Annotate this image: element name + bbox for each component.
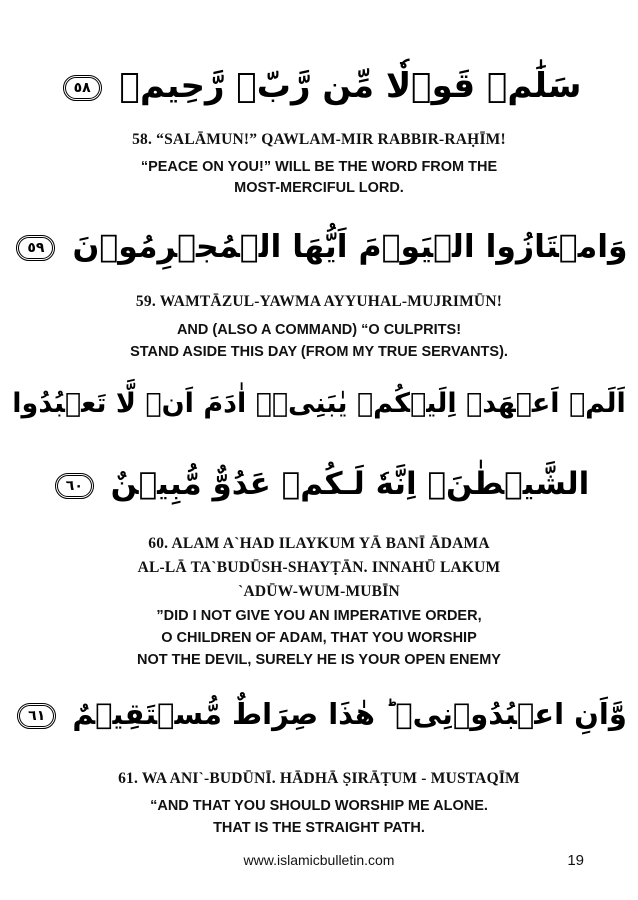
verse-60-arabic-line-2 xyxy=(0,466,638,502)
page-number: 19 xyxy=(567,852,584,869)
verse-61-translation-line-1: “AND THAT YOU SHOULD WORSHIP ME ALONE. xyxy=(150,798,488,814)
ayah-marker-60: ٦٠ xyxy=(55,473,94,499)
verse-59-translation-line-2: STAND ASIDE THIS DAY (FROM MY TRUE SERVANTS). xyxy=(130,344,508,360)
ayah-marker-58: ٥٨ xyxy=(63,75,102,101)
verse-60-transliteration-line-3: `ADŪW-WUM-MUBĪN xyxy=(238,583,400,600)
verse-61-translation-line-2: THAT IS THE STRAIGHT PATH. xyxy=(213,820,425,836)
verse-59-translation-line-1: AND (ALSO A COMMAND) “O CULPRITS! xyxy=(176,322,462,338)
arabic-text: سَلَٰمٞ قَوۡلٗا مِّن رَّبّٖ رَّحِيمٖ xyxy=(119,66,582,106)
verse-60-arabic-line-1 xyxy=(0,388,638,419)
verse-58-translation-line-2: MOST-MERCIFUL LORD. xyxy=(234,180,404,196)
verse-60-translation-line-1: ”DID I NOT GIVE YOU AN IMPERATIVE ORDER, xyxy=(156,608,482,624)
ayah-marker-59: ٥٩ xyxy=(16,235,55,261)
verse-58-arabic xyxy=(0,66,638,106)
ayah-marker-61: ٦١ xyxy=(17,703,56,729)
verse-61-transliteration: 61. WA ANI`-BUDŪNĪ. HĀDHĀ ṢIRĀṬUM - MUSTAQĪM xyxy=(118,770,520,787)
verse-59-transliteration: 59. WAMTĀZUL-YAWMA AYYUHAL-MUJRIMŪN! xyxy=(135,293,503,310)
arabic-text: اَلَمۡ اَعۡهَدۡ اِلَيۡكُمۡ يٰبَنِىۡۤ اٰدَمَ اَنۡ لَّا تَعۡبُدُوا xyxy=(12,388,626,419)
verse-61-arabic xyxy=(0,697,638,731)
verse-58-translation-line-1: “PEACE ON YOU!” WILL BE THE WORD FROM THE xyxy=(140,159,498,175)
verse-60-transliteration-line-2: AL-LĀ TA`BUDŪSH-SHAYṬĀN. INNAHŪ LAKUM xyxy=(137,559,501,576)
footer-website-link[interactable]: www.islamicbulletin.com xyxy=(243,852,395,868)
arabic-text: وَامۡتَازُوا الۡيَوۡمَ اَيُّهَا الۡمُجۡرِمُوۡنَ xyxy=(72,229,628,265)
verse-59-arabic xyxy=(0,229,638,265)
verse-60-translation-line-2: O CHILDREN OF ADAM, THAT YOU WORSHIP xyxy=(161,630,477,646)
verse-60-transliteration-line-1: 60. ALAM A`HAD ILAYKUM YĀ BANĪ ĀDAMA xyxy=(148,535,490,552)
arabic-text: وَّاَنِ اعۡبُدُوۡنِىۡ‌ ؕ هٰذَا صِرَاطٌ مُّسۡتَقِيۡمٌ xyxy=(72,697,627,731)
verse-58-transliteration: 58. “SALĀMUN!” QAWLAM-MIR RABBIR-RAḤĪM! xyxy=(132,131,506,148)
arabic-text: الشَّيۡطٰنَ‌ۚ اِنَّهٗ لَـكُمۡ عَدُوٌّ مُّبِيۡنٌ xyxy=(110,466,590,502)
verse-60-translation-line-3: NOT THE DEVIL, SURELY HE IS YOUR OPEN ENEMY xyxy=(137,652,501,668)
